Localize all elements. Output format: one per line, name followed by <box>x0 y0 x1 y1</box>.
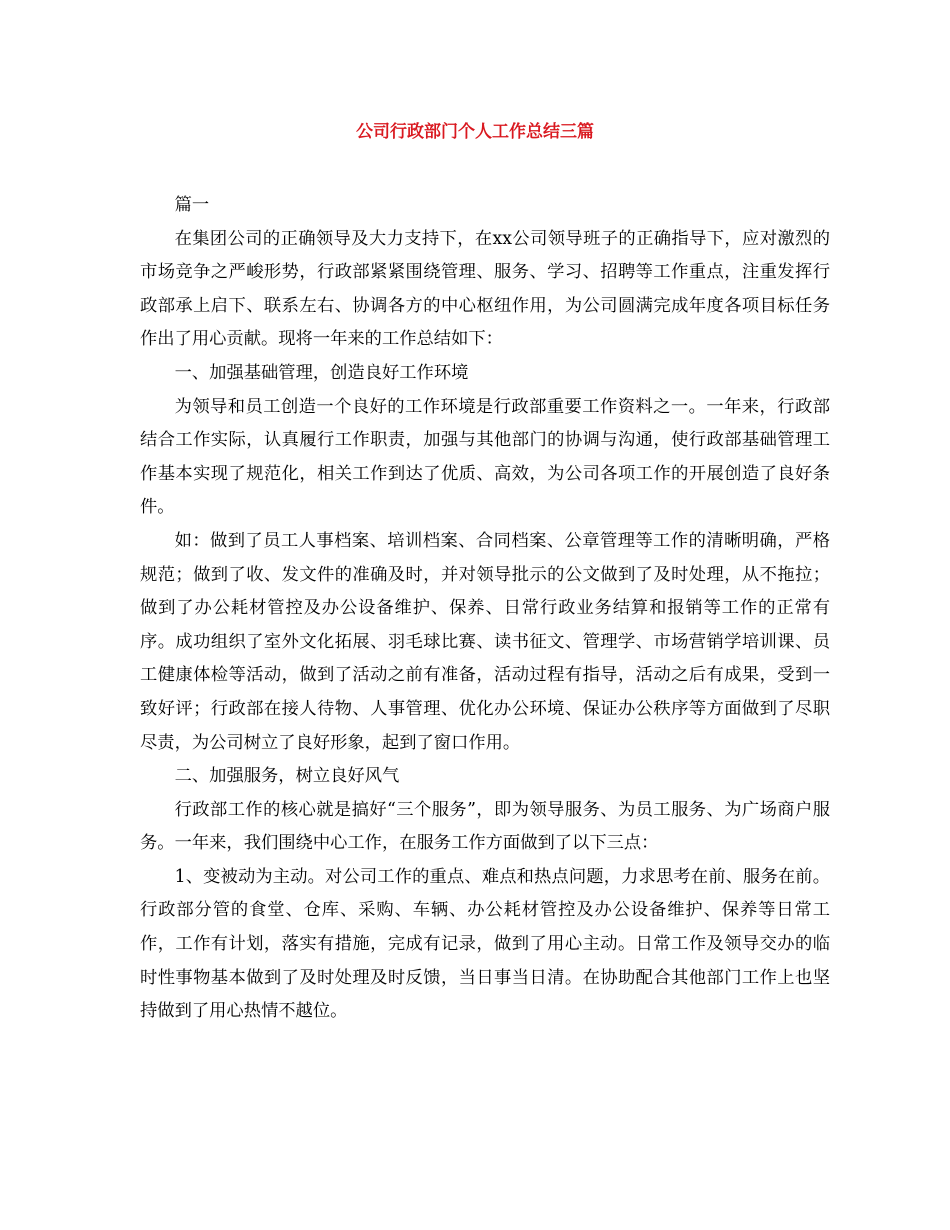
document-body <box>140 189 830 1029</box>
paragraph: 在集团公司的正确领导及大力支持下，在xx公司领导班子的正确指导下，应对激烈的市场竞争之严峻形势，行政部紧紧围绕管理、服务、学习、招聘等工作重点，注重发挥行政部承上启下、联系左右、协调各方的中心枢纽作用，为公司圆满完成年度各项目标任务作出了用心贡献。现将一年来的工作总结如下： <box>140 228 830 350</box>
section-heading: 一、加强基础管理，创造良好工作环境 <box>174 362 469 383</box>
paragraph: 如：做到了员工人事档案、培训档案、合同档案、公章管理等工作的清晰明确，严格规范；做到了收、发文件的准确及时，并对领导批示的公文做到了及时处理，从不拖拉；做到了办公耗材管控及办公设备维护、保养、日常行政业务结算和报销等工作的正常有序。成功组织了室外文化拓展、羽毛球比赛、读书征文、管理学、市场营销学培训课、员工健康体检等活动，做到了活动之前有准备，活动过程有指导，活动之后有成果，受到一致好评；行政部在接人待物、人事管理、优化办公环境、保证办公秩序等方面做到了尽职尽责，为公司树立了良好形象，起到了窗口作用。 <box>140 530 830 753</box>
document-title: 公司行政部门个人工作总结三篇 <box>356 122 594 142</box>
paragraph: 行政部工作的核心就是搞好“三个服务”，即为领导服务、为员工服务、为广场商户服务。一年来，我们围绕中心工作，在服务工作方面做到了以下三点： <box>140 799 830 854</box>
section-label: 篇一 <box>174 195 210 215</box>
paragraph: 为领导和员工创造一个良好的工作环境是行政部重要工作资料之一。一年来，行政部结合工作实际，认真履行工作职责，加强与其他部门的协调与沟通，使行政部基础管理工作基本实现了规范化，相关工作到达了优质、高效，为公司各项工作的开展创造了良好条件。 <box>140 396 830 518</box>
paragraph: 1、变被动为主动。对公司工作的重点、难点和热点问题，力求思考在前、服务在前。行政部分管的食堂、仓库、采购、车辆、办公耗材管控及办公设备维护、保养等日常工作，工作有计划，落实有措施，完成有记录，做到了用心主动。日常工作及领导交办的临时性事物基本做到了及时处理及时反馈，当日事当日清。在协助配合其他部门工作上也坚持做到了用心热情不越位。 <box>140 866 830 1022</box>
section-heading: 二、加强服务，树立良好风气 <box>174 766 400 787</box>
